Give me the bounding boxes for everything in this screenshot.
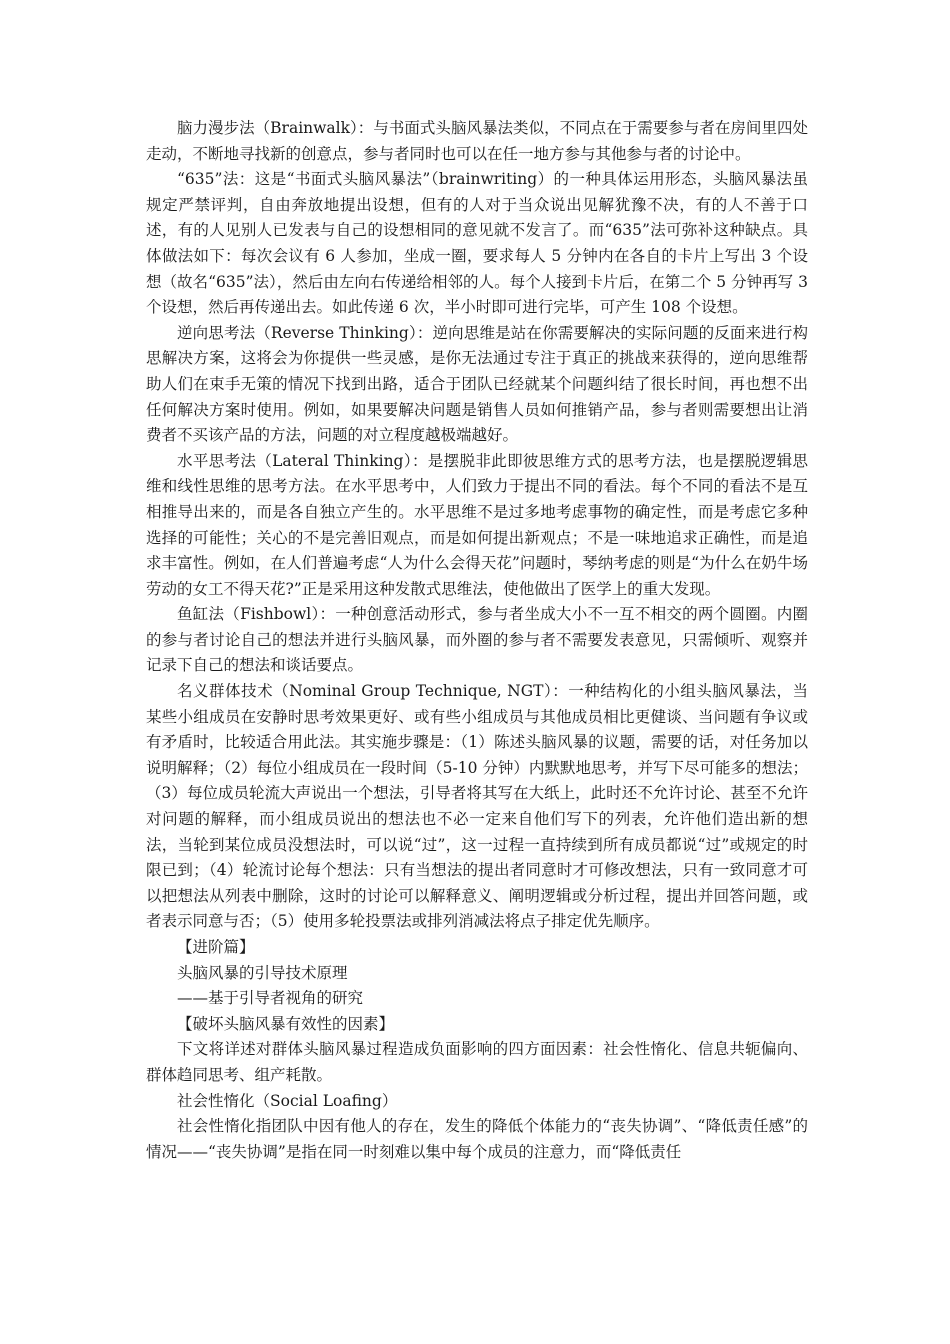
- document-page: [146, 116, 808, 1165]
- paragraph-social-loafing: 社会性惰化指团队中因有他人的存在，发生的降低个体能力的“丧失协调”、“降低责任感”的情况——“丧失协调”是指在同一时刻难以集中每个成员的注意力，而“降低责任: [146, 1117, 808, 1161]
- heading-advanced: 【进阶篇】: [177, 938, 255, 956]
- heading-facilitator-perspective: ——基于引导者视角的研究: [177, 989, 364, 1008]
- heading-guidance-principle: 头脑风暴的引导技术原理: [177, 963, 348, 982]
- heading-social-loafing: 社会性惰化（Social Loafing）: [177, 1091, 398, 1110]
- paragraph-reverse-thinking: 逆向思考法（Reverse Thinking）：逆向思维是站在你需要解决的实际问题的反面来进行构思解决方案，这将会为你提供一些灵感，是你无法通过专注于真正的挑战来获得的，逆向思维帮助人们在束手无策的情况下找到出路，适合于团队已经就某个问题纠结了很长时间，再也想不出任何解决方案时使用。例如，如果要解决问题是销售人员如何推销产品，参与者则需要想出让消费者不买该产品的方法，问题的对立程度越极端越好。: [146, 323, 808, 445]
- paragraph-lateral-thinking: 水平思考法（Lateral Thinking）：是摆脱非此即彼思维方式的思考方法，也是摆脱逻辑思维和线性思维的思考方法。在水平思考中，人们致力于提出不同的看法。每个不同的看法不是互相推导出来的，而是各自独立产生的。水平思维不是过多地考虑事物的确定性，而是考虑它多种选择的可能性；关心的不是完善旧观点，而是如何提出新观点；不是一味地追求正确性，而是追求丰富性。例如，在人们普遍考虑“人为什么会得天花”问题时，琴纳考虑的则是“为什么在奶牛场劳动的女工不得天花?”正是采用这种发散式思维法，使他做出了医学上的重大发现。: [146, 451, 808, 598]
- paragraph-four-factors: 下文将详述对群体头脑风暴过程造成负面影响的四方面因素：社会性惰化、信息共轭偏向、群体趋同思考、组产耗散。: [146, 1040, 808, 1084]
- paragraph-ngt: 名义群体技术（Nominal Group Technique, NGT）：一种结构化的小组头脑风暴法，当某些小组成员在安静时思考效果更好、或有些小组成员与其他成员相比更健谈、当问题有争议或有矛盾时，比较适合用此法。其实施步骤是：（1）陈述头脑风暴的议题，需要的话，对任务加以说明解释；（2）每位小组成员在一段时间（5-10 分钟）内默默地思考，并写下尽可能多的想法；（3）每位成员轮流大声说出一个想法，引导者将其写在大纸上，此时还不允许讨论、甚至不允许对问题的解释，而小组成员说出的想法也不必一定来自他们写下的列表，允许他们造出新的想法，当轮到某位成员没想法时，可以说“过”，这一过程一直持续到所有成员都说“过”或规定的时限已到；（4）轮流讨论每个想法：只有当想法的提出者同意时才可修改想法，只有一致同意才可以把想法从列表中删除，这时的讨论可以解释意义、阐明逻辑或分析过程，提出并回答问题，或者表示同意与否；（5）使用多轮投票法或排列消减法将点子排定优先顺序。: [146, 682, 808, 931]
- paragraph-brainwalk: 脑力漫步法（Brainwalk）：与书面式头脑风暴法类似，不同点在于需要参与者在房间里四处走动，不断地寻找新的创意点，参与者同时也可以在任一地方参与其他参与者的讨论中。: [146, 119, 808, 163]
- heading-destructive-factors: 【破坏头脑风暴有效性的因素】: [177, 1014, 395, 1033]
- paragraph-fishbowl: 鱼缸法（Fishbowl）：一种创意活动形式，参与者坐成大小不一互不相交的两个圆圈。内圈的参与者讨论自己的想法并进行头脑风暴，而外圈的参与者不需要发表意见，只需倾听、观察并记录下自己的想法和谈话要点。: [146, 605, 808, 675]
- paragraph-635-method: “635”法：这是“书面式头脑风暴法”（brainwriting）的一种具体运用形态，头脑风暴法虽规定严禁评判，自由奔放地提出设想，但有的人对于当众说出见解犹豫不决，有的人不善于口述，有的人见别人已发表与自己的设想相同的意见就不发言了。而“635”法可弥补这种缺点。具体做法如下：每次会议有 6 人参加，坐成一圈，要求每人 5 分钟内在各自的卡片上写出 3 个设想（故名“635”法），然后由左向右传递给相邻的人。每个人接到卡片后，在第二个 5 分钟再写 3 个设想，然后再传递出去。如此传递 6 次，半小时即可进行完毕，可产生 108 个设想。: [146, 170, 808, 317]
